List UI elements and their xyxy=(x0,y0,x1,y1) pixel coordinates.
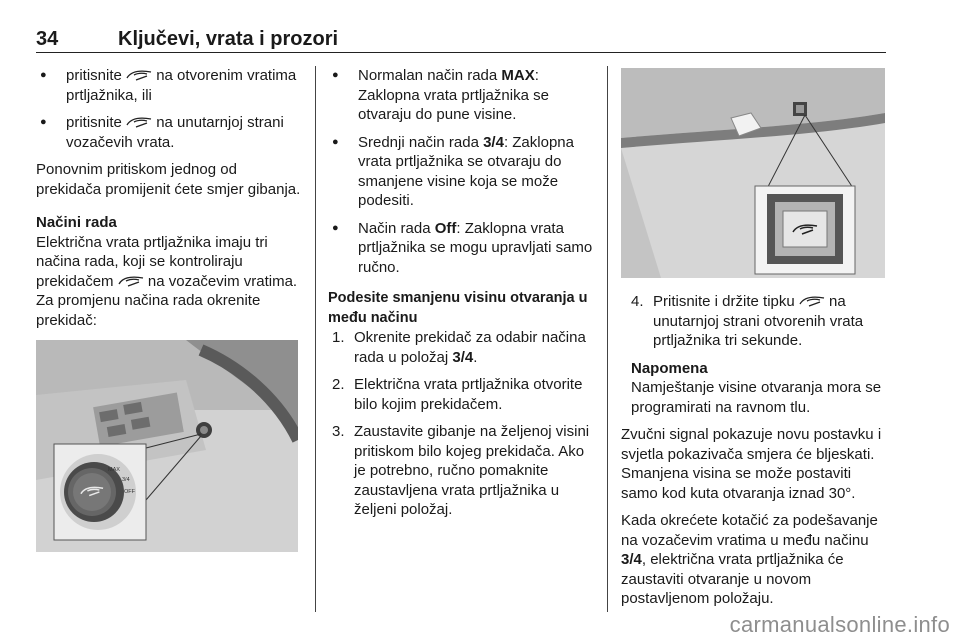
tailgate-switch-icon xyxy=(799,295,825,307)
bullet-item: ● pritisnite na unutarnjoj strani vozačevih vrata. xyxy=(36,113,304,152)
column-1 xyxy=(36,66,304,552)
bullet-item: ● Način rada Off: Zaklopna vrata prtljažnika se mogu upravljati samo ručno. xyxy=(328,219,598,278)
chapter-title: Ključevi, vrata i prozori xyxy=(118,28,339,50)
dial-label-3-4: 3/4 xyxy=(122,477,130,483)
bullet-item: ● Normalan način rada MAX: Zaklopna vrata prtljažnika se otvaraju do pune visine. xyxy=(328,66,598,125)
numbered-step: 2. Električna vrata prtljažnika otvorite bilo kojim prekidačem. xyxy=(332,376,583,413)
header-rule xyxy=(36,52,886,53)
bullet-item: ● pritisnite na otvorenim vratima prtljažnika, ili xyxy=(36,66,304,105)
tailgate-switch-icon xyxy=(126,69,152,81)
column-separator xyxy=(607,66,608,612)
section-heading: Načini rada xyxy=(36,214,117,231)
door-switch-figure xyxy=(36,340,298,552)
numbered-step: 3. Zaustavite gibanje na željenoj visini pritiskom bilo kojeg prekidača. Ako je potrebno, ručno pomaknite zaustavljena vrata prtljažnika u željeni položaj. xyxy=(332,423,590,518)
numbered-step: 4. Pritisnite i držite tipku na unutarnjoj strani otvorenih vrata prtljažnika tri sekunde. xyxy=(631,293,864,349)
note-text: Namještanje visine otvaranja mora se programirati na ravnom tlu. xyxy=(631,379,882,416)
watermark: carmanualsonline.info xyxy=(729,612,950,637)
paragraph: Kada okrećete kotačić za podešavanje na vozačevim vratima u među načinu 3/4, električna vrata prtljažnika će zaustaviti otvaranje u novom postavljenom položaju. xyxy=(621,512,878,607)
note-block xyxy=(621,359,887,418)
numbered-step: 1. Okrenite prekidač za odabir načina rada u položaj 3/4. xyxy=(332,329,586,366)
column-separator xyxy=(315,66,316,612)
dial-label-off: OFF xyxy=(124,489,135,495)
note-title: Napomena xyxy=(631,359,708,377)
paragraph: Ponovnim pritiskom jednog od prekidača promijenit ćete smjer gibanja. xyxy=(36,161,301,198)
tailgate-switch-icon xyxy=(126,116,152,128)
tailgate-switch-figure xyxy=(621,68,885,278)
page-header xyxy=(36,28,886,50)
column-3 xyxy=(621,66,887,617)
tailgate-switch-icon xyxy=(118,275,144,287)
paragraph: Električna vrata prtljažnika imaju tri načina rada, koji se kontroliraju prekidačem na vozačevim vratima. Za promjenu načina rada okrenite prekidač: xyxy=(36,233,298,329)
bullet-item: ● Srednji način rada 3/4: Zaklopna vrata prtljažnika se otvaraju do smanjene visine koja se može podesiti. xyxy=(328,133,598,211)
page-number: 34 xyxy=(36,28,59,50)
column-2 xyxy=(328,66,598,528)
dial-label-max: MAX xyxy=(108,467,120,473)
section-heading: Podesite smanjenu visinu otvaranja u među načinu xyxy=(328,290,588,326)
paragraph: Zvučni signal pokazuje novu postavku i svjetla pokazivača smjera će bljeskati. Smanjena visina se može postaviti samo kod kuta otvaranja iznad 30°. xyxy=(621,426,882,502)
